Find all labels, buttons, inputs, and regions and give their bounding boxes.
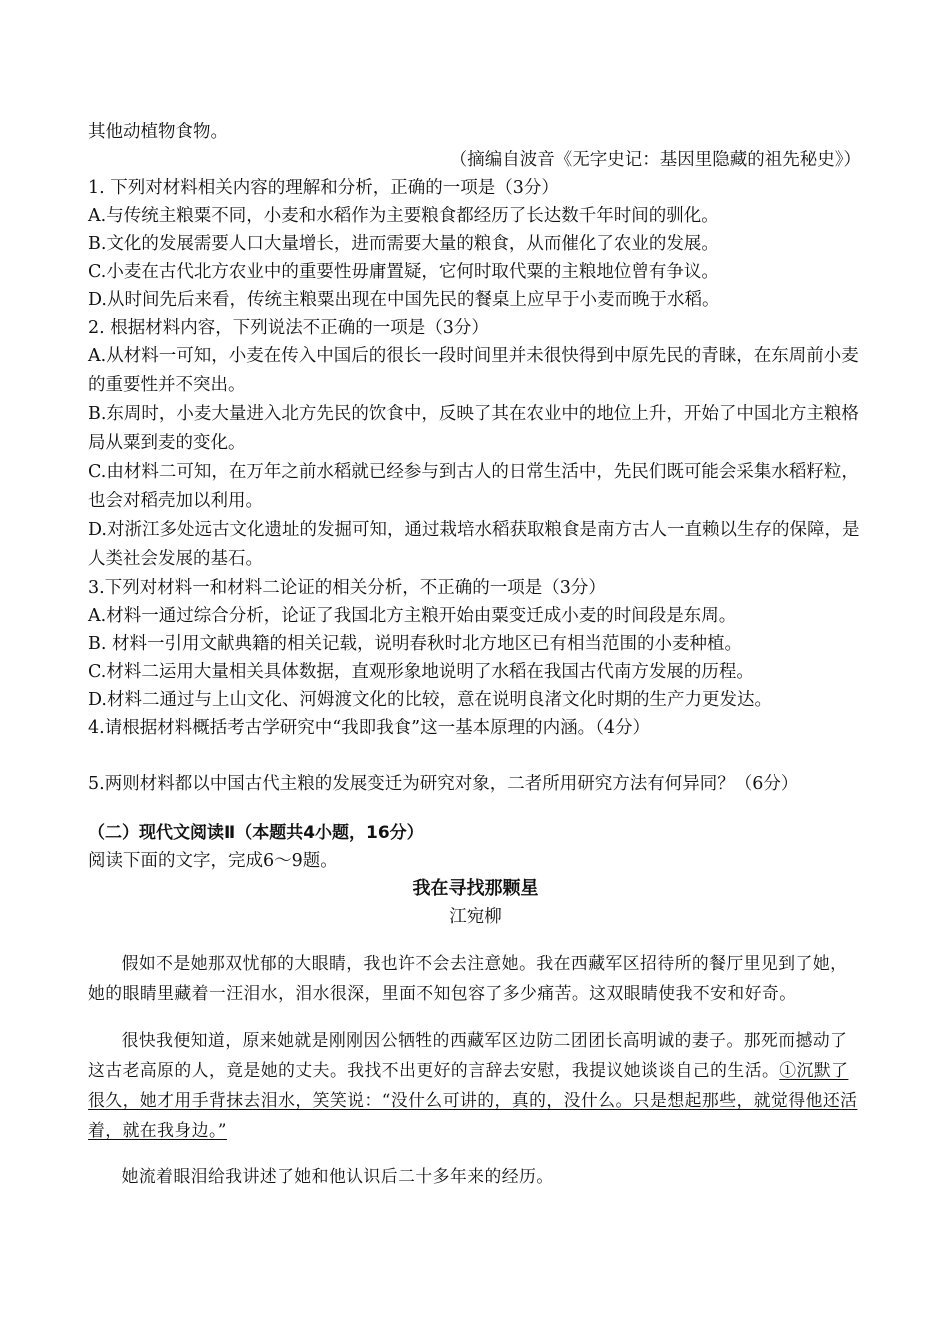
answer-space (88, 799, 863, 819)
question-2-option-c: C.由材料二可知，在万年之前水稻就已经参与到古人的日常生活中，先民们既可能会采集水稻籽粒，也会对稻壳加以利用。 (88, 462, 859, 511)
story-paragraph-2 (88, 1025, 863, 1145)
question-3-stem: 3.下列对材料一和材料二论证的相关分析，不正确的一项是（3分） (88, 578, 606, 598)
question-1-option-b: B.文化的发展需要人口大量增长，进而需要大量的粮食，从而催化了农业的发展。 (88, 234, 719, 254)
story-title: 我在寻找那颗星 (412, 878, 539, 899)
paragraph-2-text: 很快我便知道，原来她就是刚刚因公牺牲的西藏军区边防二团团长高明诚的妻子。那死而撼动了这古老高原的人，竟是她的丈夫。我找不出更好的言辞去安慰，我提议她谈谈自己的生活。 (88, 1029, 848, 1080)
question-3-option-a: A.材料一通过综合分析，论证了我国北方主粮开始由粟变迁成小麦的时间段是东周。 (88, 606, 737, 626)
section-heading: （二）现代文阅读Ⅱ（本题共4小题，16分） (88, 823, 424, 843)
story-paragraph-3: 她流着眼泪给我讲述了她和他认识后二十多年来的经历。 (121, 1166, 554, 1187)
question-1-option-d: D.从时间先后来看，传统主粮粟出现在中国先民的餐桌上应早于小麦而晚于水稻。 (88, 290, 720, 310)
question-1-option-c: C.小麦在古代北方农业中的重要性毋庸置疑，它何时取代粟的主粮地位曾有争议。 (88, 262, 719, 282)
question-3-option-b: B. 材料一引用文献典籍的相关记载，说明春秋时北方地区已有相当范围的小麦种植。 (88, 634, 742, 654)
question-3-option-c: C.材料二运用大量相关具体数据，直观形象地说明了水稻在我国古代南方发展的历程。 (88, 662, 754, 682)
question-3-option-d: D.材料二通过与上山文化、河姆渡文化的比较，意在说明良渚文化时期的生产力更发达。 (88, 690, 772, 710)
answer-space (88, 742, 863, 770)
question-2-option-b: B.东周时，小麦大量进入北方先民的饮食中，反映了其在农业中的地位上升，开始了中国北方主粮格局从粟到麦的变化。 (88, 404, 859, 453)
question-5: 5.两则材料都以中国古代主粮的发展变迁为研究对象，二者所用研究方法有何异同？（6分） (88, 774, 799, 794)
exam-page (88, 118, 863, 1208)
continued-text: 其他动植物食物。 (88, 122, 228, 142)
question-2-stem: 2. 根据材料内容，下列说法不正确的一项是（3分） (88, 318, 489, 338)
story-author: 江宛柳 (449, 907, 502, 927)
underlined-sentence-1: ①沉默了很久，她才用手背抹去泪水，笑笑说：“没什么可讲的，真的，没什么。只是想起那些，就觉得他还活着，就在我身边。” (88, 1059, 858, 1140)
question-4: 4.请根据材料概括考古学研究中“我即我食”这一基本原理的内涵。（4分） (88, 718, 650, 738)
question-1-option-a: A.与传统主粮粟不同，小麦和水稻作为主要粮食都经历了长达数千年时间的驯化。 (88, 206, 719, 226)
question-2-option-a: A.从材料一可知，小麦在传入中国后的很长一段时间里并未很快得到中原先民的青睐，在东周前小麦的重要性并不突出。 (88, 346, 859, 395)
question-1-stem: 1. 下列对材料相关内容的理解和分析，正确的一项是（3分） (88, 178, 559, 198)
section-instruction: 阅读下面的文字，完成6～9题。 (88, 851, 338, 871)
source-citation: （摘编自波音《无字史记：基因里隐藏的祖先秘史》） (449, 150, 861, 170)
question-2-option-d: D.对浙江多处远古文化遗址的发掘可知，通过栽培水稻获取粮食是南方古人一直赖以生存的保障，是人类社会发展的基石。 (88, 520, 860, 569)
story-paragraph-1: 假如不是她那双忧郁的大眼睛，我也许不会去注意她。我在西藏军区招待所的餐厅里见到了她，她的眼睛里藏着一汪泪水，泪水很深，里面不知包容了多少痛苦。这双眼睛使我不安和好奇。 (88, 952, 848, 1003)
